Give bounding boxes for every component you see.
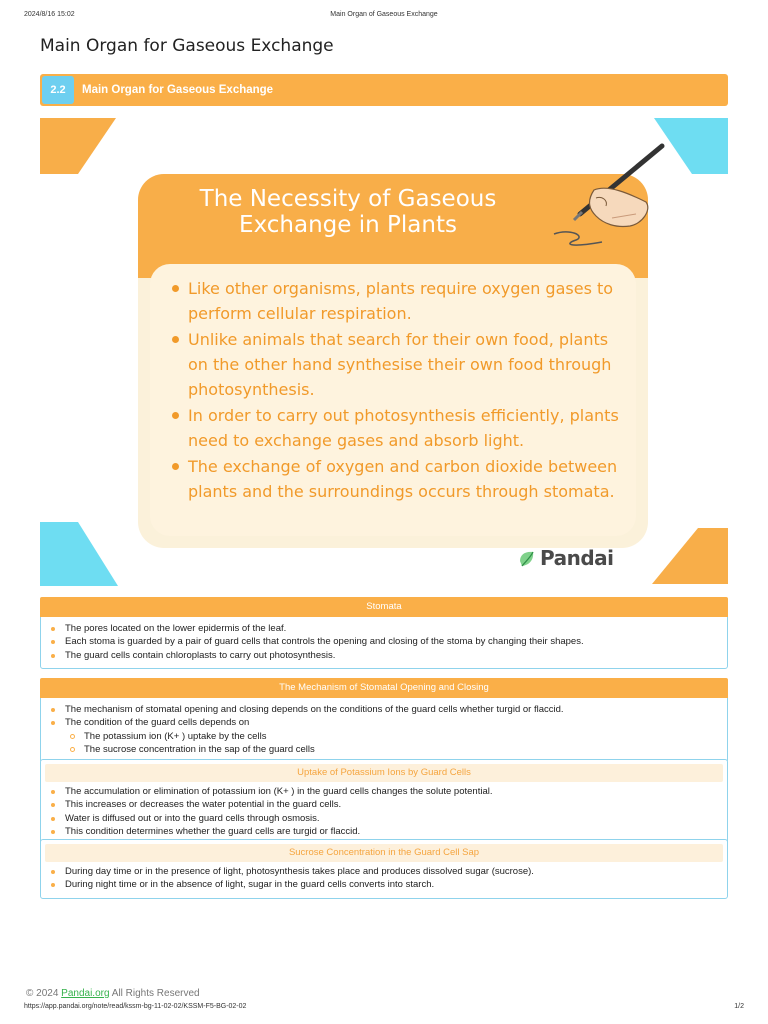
corner-shape-bottom-right — [652, 528, 728, 586]
section-header — [40, 74, 728, 106]
stomata-box — [40, 597, 728, 669]
list-item: During night time or in the absence of light, sugar in the guard cells converts into starch. — [51, 878, 727, 891]
potassium-list — [41, 782, 727, 844]
copyright-notice: © 2024 Pandai.org All Rights Reserved — [26, 988, 200, 999]
print-url: https://app.pandai.org/note/read/kssm-bg-11-02-02/KSSM-F5-BG-02-02 — [24, 1003, 247, 1010]
bullet-icon — [51, 817, 55, 821]
list-item: Each stoma is guarded by a pair of guard cells that controls the opening and closing of the stoma by changing their shapes. — [51, 635, 727, 648]
gaseous-exchange-illustration — [40, 118, 728, 586]
hollow-bullet-icon — [70, 747, 75, 752]
sucrose-list — [41, 862, 727, 898]
bullet-icon — [172, 412, 179, 419]
hand-writing-pen-icon — [546, 140, 666, 250]
section-number: 2.2 — [42, 76, 74, 104]
stomata-list — [41, 617, 727, 668]
print-footer — [0, 1003, 768, 1013]
poster-points — [172, 276, 620, 504]
sucrose-header: Sucrose Concentration in the Guard Cell Sap — [45, 844, 723, 862]
bullet-icon — [51, 721, 55, 725]
poster-point: Unlike animals that search for their own food, plants on the other hand synthesise their own food through photosynthesis. — [172, 327, 620, 402]
print-header — [0, 11, 768, 23]
mechanism-list — [41, 698, 727, 762]
list-item: The pores located on the lower epidermis of the leaf. — [51, 622, 727, 635]
hollow-bullet-icon — [70, 734, 75, 739]
bullet-icon — [172, 285, 179, 292]
bullet-icon — [51, 830, 55, 834]
list-item: The mechanism of stomatal opening and closing depends on the conditions of the guard cells whether turgid or flaccid. — [51, 703, 727, 716]
list-item: During day time or in the presence of light, photosynthesis takes place and produces dissolved sugar (sucrose). — [51, 865, 727, 878]
poster-point: Like other organisms, plants require oxygen gases to perform cellular respiration. — [172, 276, 620, 326]
bullet-icon — [172, 463, 179, 470]
bullet-icon — [51, 708, 55, 712]
page-title: Main Organ for Gaseous Exchange — [40, 36, 334, 56]
sucrose-box — [40, 839, 728, 899]
poster-body — [150, 264, 636, 536]
pandai-link[interactable]: Pandai.org — [61, 988, 110, 999]
sub-list-item: The sucrose concentration in the sap of the guard cells — [70, 743, 727, 756]
bullet-icon — [51, 654, 55, 658]
mechanism-box — [40, 678, 728, 763]
potassium-box — [40, 759, 728, 845]
list-item: Water is diffused out or into the guard cells through osmosis. — [51, 812, 727, 825]
print-page-number: 1/2 — [734, 1003, 744, 1010]
list-item: This increases or decreases the water potential in the guard cells. — [51, 798, 727, 811]
mechanism-sublist — [65, 730, 727, 757]
list-item: The guard cells contain chloroplasts to carry out photosynthesis. — [51, 649, 727, 662]
bullet-icon — [51, 640, 55, 644]
mechanism-header: The Mechanism of Stomatal Opening and Closing — [40, 678, 728, 698]
bullet-icon — [51, 627, 55, 631]
poster-title-line-1: The Necessity of Gaseous — [199, 186, 497, 212]
list-item: The accumulation or elimination of potassium ion (K+ ) in the guard cells changes the solute potential. — [51, 785, 727, 798]
section-title: Main Organ for Gaseous Exchange — [82, 84, 274, 96]
corner-shape-top-left — [40, 118, 120, 176]
potassium-header: Uptake of Potassium Ions by Guard Cells — [45, 764, 723, 782]
pandai-leaf-icon — [518, 550, 540, 572]
list-item: This condition determines whether the guard cells are turgid or flaccid. — [51, 825, 727, 838]
poster-title-line-2: Exchange in Plants — [239, 212, 457, 238]
bullet-icon — [51, 803, 55, 807]
bullet-icon — [51, 790, 55, 794]
corner-shape-bottom-left — [40, 522, 122, 586]
print-title: Main Organ of Gaseous Exchange — [330, 11, 438, 18]
sub-list-item: The potassium ion (K+ ) uptake by the cells — [70, 730, 727, 743]
poster-title — [138, 186, 558, 238]
poster-point: The exchange of oxygen and carbon dioxide between plants and the surroundings occurs through stomata. — [172, 454, 620, 504]
poster-point: In order to carry out photosynthesis efficiently, plants need to exchange gases and absorb light. — [172, 403, 620, 453]
bullet-icon — [172, 336, 179, 343]
list-item: The condition of the guard cells depends on The potassium ion (K+ ) uptake by the cells The sucrose concentration in the sap of the guard cells — [51, 716, 727, 756]
print-datetime: 2024/8/16 15:02 — [24, 11, 75, 18]
pandai-wordmark: Pandai — [540, 546, 614, 570]
bullet-icon — [51, 870, 55, 874]
bullet-icon — [51, 883, 55, 887]
stomata-header: Stomata — [40, 597, 728, 617]
